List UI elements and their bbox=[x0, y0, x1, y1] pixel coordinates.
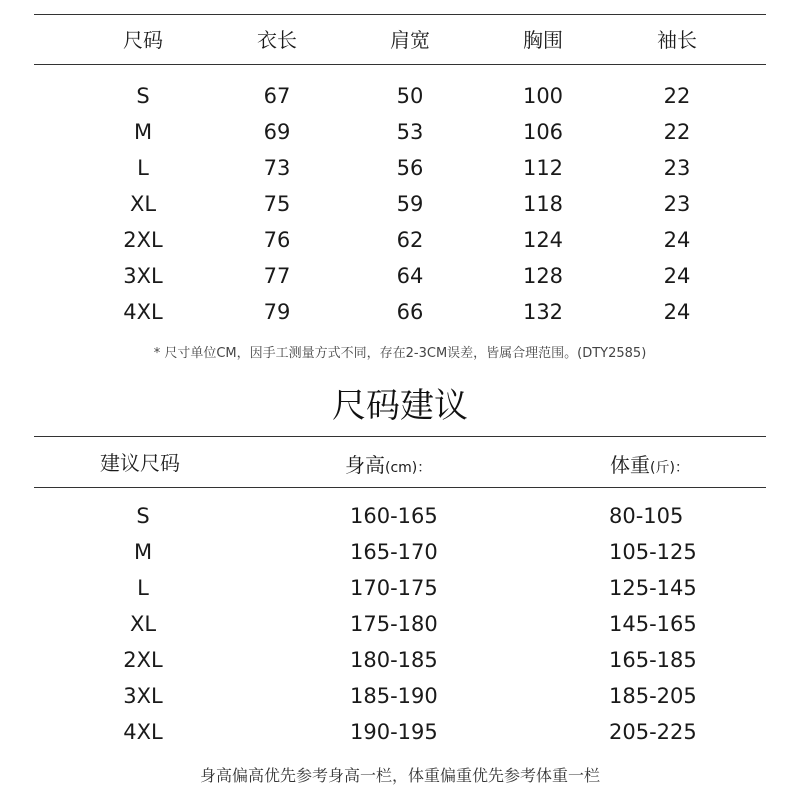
cell-weight-range: 185-205 bbox=[609, 684, 697, 708]
cell-length: 77 bbox=[263, 264, 291, 288]
cell-weight-range: 165-185 bbox=[609, 648, 697, 672]
cell-weight-range: 80-105 bbox=[609, 504, 684, 528]
suggestion-header-rule bbox=[34, 487, 766, 488]
header-weight-unit: (斤) bbox=[650, 460, 675, 476]
cell-height-range: 180-185 bbox=[350, 648, 438, 672]
cell-chest: 128 bbox=[522, 264, 564, 288]
cell-shoulder: 66 bbox=[396, 300, 424, 324]
header-weight-colon: ： bbox=[674, 460, 689, 476]
header-suggested-size: 建议尺码 bbox=[100, 451, 180, 475]
cell-shoulder: 64 bbox=[396, 264, 424, 288]
cell-height-range: 165-170 bbox=[350, 540, 438, 564]
cell-size: XL bbox=[129, 192, 157, 216]
cell-suggested-size: M bbox=[133, 540, 153, 564]
cell-length: 75 bbox=[263, 192, 291, 216]
cell-chest: 106 bbox=[522, 120, 564, 144]
header-height-label: 身高 bbox=[345, 453, 385, 477]
cell-chest: 112 bbox=[522, 156, 564, 180]
cell-chest: 124 bbox=[522, 228, 564, 252]
cell-size: M bbox=[133, 120, 153, 144]
header-size: 尺码 bbox=[123, 28, 163, 52]
cell-shoulder: 62 bbox=[396, 228, 424, 252]
cell-sleeve: 23 bbox=[663, 192, 691, 216]
cell-height-range: 185-190 bbox=[350, 684, 438, 708]
suggestion-footer: 身高偏高优先参考身高一栏，体重偏重优先参考体重一栏 bbox=[199, 766, 600, 785]
cell-suggested-size: L bbox=[137, 576, 149, 600]
cell-height-range: 175-180 bbox=[350, 612, 438, 636]
cell-sleeve: 24 bbox=[663, 264, 691, 288]
cell-weight-range: 205-225 bbox=[609, 720, 697, 744]
suggestion-title: 尺码建议 bbox=[332, 386, 468, 426]
cell-weight-range: 105-125 bbox=[609, 540, 697, 564]
size-table-top-rule bbox=[34, 14, 766, 15]
cell-size: 4XL bbox=[123, 300, 163, 324]
cell-size: L bbox=[137, 156, 149, 180]
cell-length: 67 bbox=[263, 84, 291, 108]
header-chest: 胸围 bbox=[523, 28, 563, 52]
cell-size: 2XL bbox=[123, 228, 163, 252]
cell-suggested-size: 4XL bbox=[123, 720, 163, 744]
cell-suggested-size: XL bbox=[129, 612, 157, 636]
cell-sleeve: 23 bbox=[663, 156, 691, 180]
cell-shoulder: 59 bbox=[396, 192, 424, 216]
header-weight-label: 体重 bbox=[610, 453, 650, 477]
cell-chest: 100 bbox=[522, 84, 564, 108]
measurement-note: * 尺寸单位CM，因手工测量方式不同，存在2-3CM误差，皆属合理范围。(DTY2585) bbox=[153, 346, 647, 361]
cell-length: 76 bbox=[263, 228, 291, 252]
header-sleeve: 袖长 bbox=[657, 28, 697, 52]
cell-length: 69 bbox=[263, 120, 291, 144]
header-weight bbox=[610, 452, 689, 481]
cell-length: 79 bbox=[263, 300, 291, 324]
cell-height-range: 160-165 bbox=[350, 504, 438, 528]
cell-height-range: 190-195 bbox=[350, 720, 438, 744]
cell-shoulder: 53 bbox=[396, 120, 424, 144]
cell-suggested-size: 2XL bbox=[123, 648, 163, 672]
header-height bbox=[345, 452, 431, 481]
size-table-header-rule bbox=[34, 64, 766, 65]
cell-weight-range: 125-145 bbox=[609, 576, 697, 600]
header-height-unit: (cm) bbox=[385, 460, 418, 476]
cell-chest: 132 bbox=[522, 300, 564, 324]
cell-height-range: 170-175 bbox=[350, 576, 438, 600]
cell-shoulder: 56 bbox=[396, 156, 424, 180]
cell-sleeve: 22 bbox=[663, 84, 691, 108]
cell-weight-range: 145-165 bbox=[609, 612, 697, 636]
cell-sleeve: 22 bbox=[663, 120, 691, 144]
header-shoulder: 肩宽 bbox=[390, 28, 430, 52]
cell-sleeve: 24 bbox=[663, 228, 691, 252]
header-height-colon: ： bbox=[417, 460, 432, 476]
cell-chest: 118 bbox=[522, 192, 564, 216]
header-length: 衣长 bbox=[257, 28, 297, 52]
cell-shoulder: 50 bbox=[396, 84, 424, 108]
suggestion-top-rule bbox=[34, 436, 766, 437]
cell-size: 3XL bbox=[123, 264, 163, 288]
cell-sleeve: 24 bbox=[663, 300, 691, 324]
cell-length: 73 bbox=[263, 156, 291, 180]
cell-size: S bbox=[136, 84, 150, 108]
cell-suggested-size: S bbox=[136, 504, 150, 528]
cell-suggested-size: 3XL bbox=[123, 684, 163, 708]
